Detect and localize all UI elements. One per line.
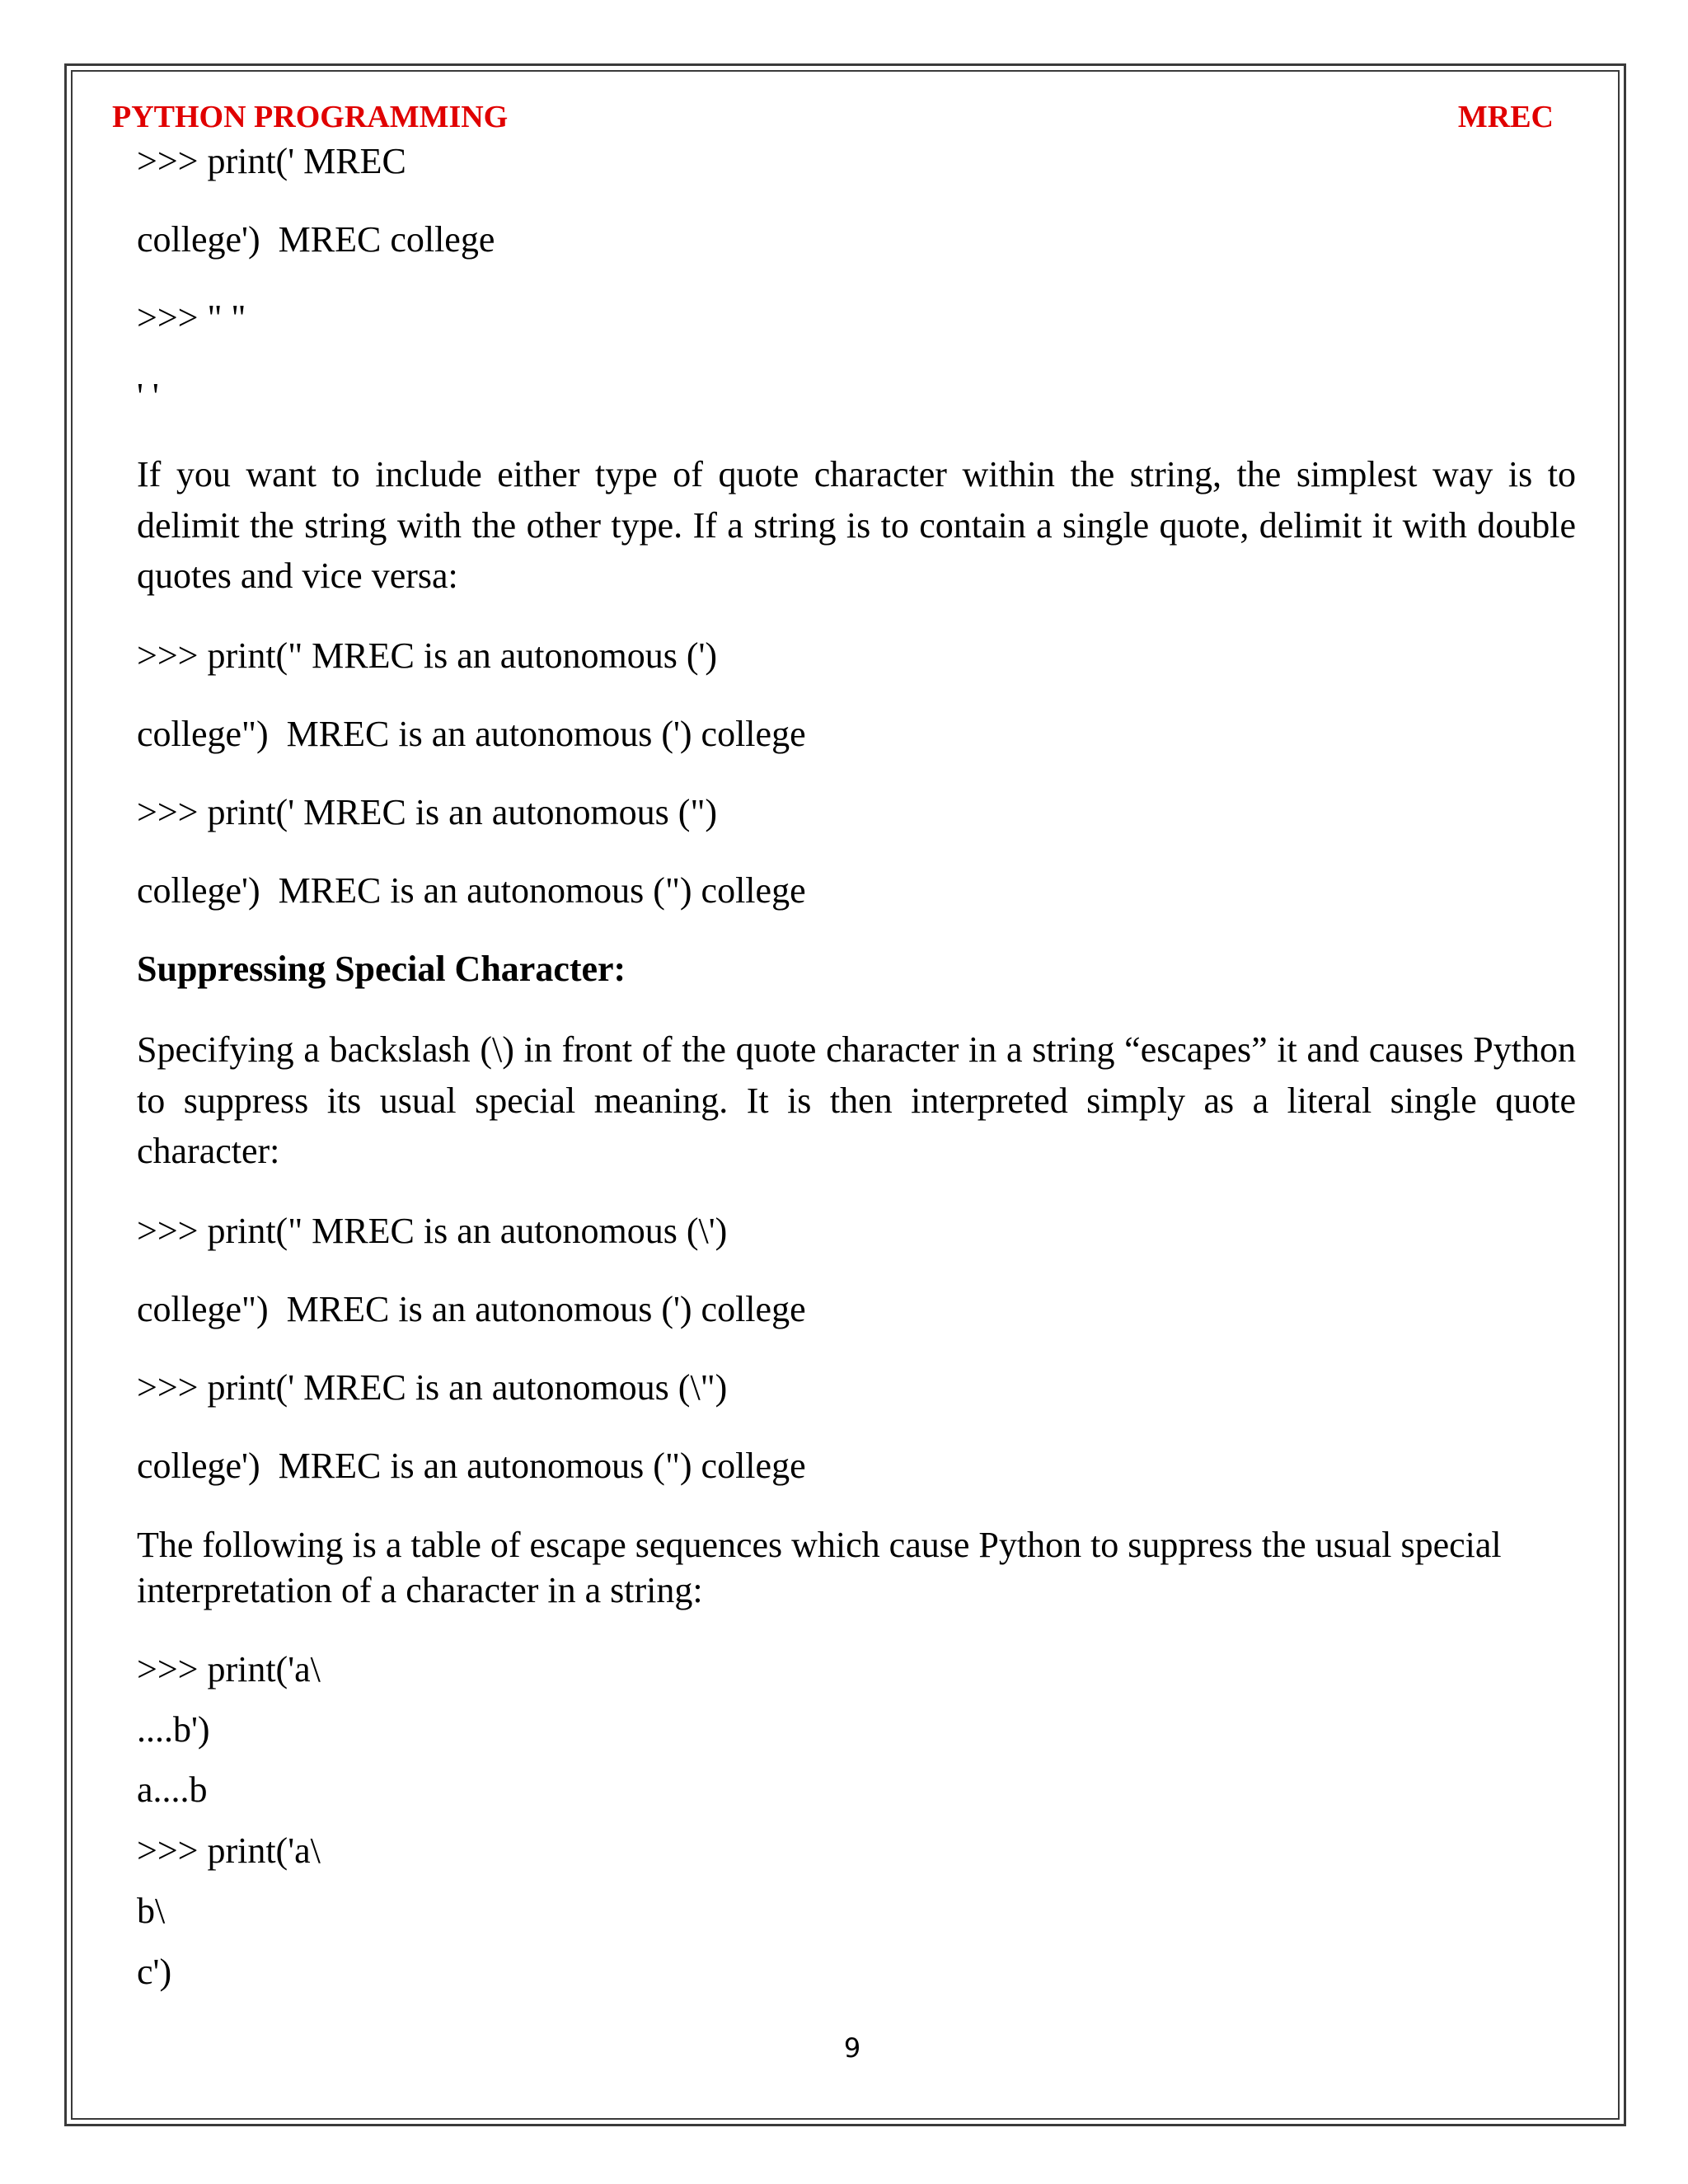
code-line: >>> print(' MREC is an autonomous (\")	[137, 1367, 728, 1408]
code-line: >>> " "	[137, 298, 246, 338]
code-line: >>> print(' MREC is an autonomous (")	[137, 792, 718, 832]
code-line: >>> print(" MREC is an autonomous (')	[137, 635, 718, 676]
page-number: 9	[843, 2032, 861, 2064]
code-line: college') MREC is an autonomous (") college	[137, 1446, 806, 1486]
code-line: >>> print(' MREC	[137, 141, 406, 181]
code-line: c')	[137, 1952, 172, 1992]
header-title: PYTHON PROGRAMMING	[112, 100, 509, 134]
code-line: >>> print('a\	[137, 1830, 321, 1871]
header-institution: MREC	[1457, 100, 1554, 134]
paragraph: If you want to include either type of quote character within the string, the simplest way is to delimit the string with the other type. If a string is to contain a single quote, delimit it with double quotes and vice versa:	[137, 454, 1576, 596]
code-line: ....b')	[137, 1709, 210, 1750]
code-line: college") MREC is an autonomous (') college	[137, 714, 806, 754]
code-line: a....b	[137, 1769, 208, 1810]
paragraph: Specifying a backslash (\) in front of the quote character in a string “escapes” it and causes Python to suppress its usual special meaning. It is then interpreted simply as a literal single quote character:	[137, 1029, 1576, 1171]
code-line: b\	[137, 1891, 166, 1931]
paragraph: The following is a table of escape sequences which cause Python to suppress the usual special interpretation of a character in a string:	[137, 1525, 1502, 1610]
section-heading: Suppressing Special Character:	[137, 949, 626, 989]
code-line: college') MREC college	[137, 219, 495, 260]
code-line: >>> print('a\	[137, 1649, 321, 1690]
code-line: college") MREC is an autonomous (') college	[137, 1289, 806, 1329]
code-line: college') MREC is an autonomous (") college	[137, 870, 806, 911]
code-line: >>> print(" MREC is an autonomous (\')	[137, 1211, 728, 1251]
code-line: ' '	[137, 376, 159, 416]
